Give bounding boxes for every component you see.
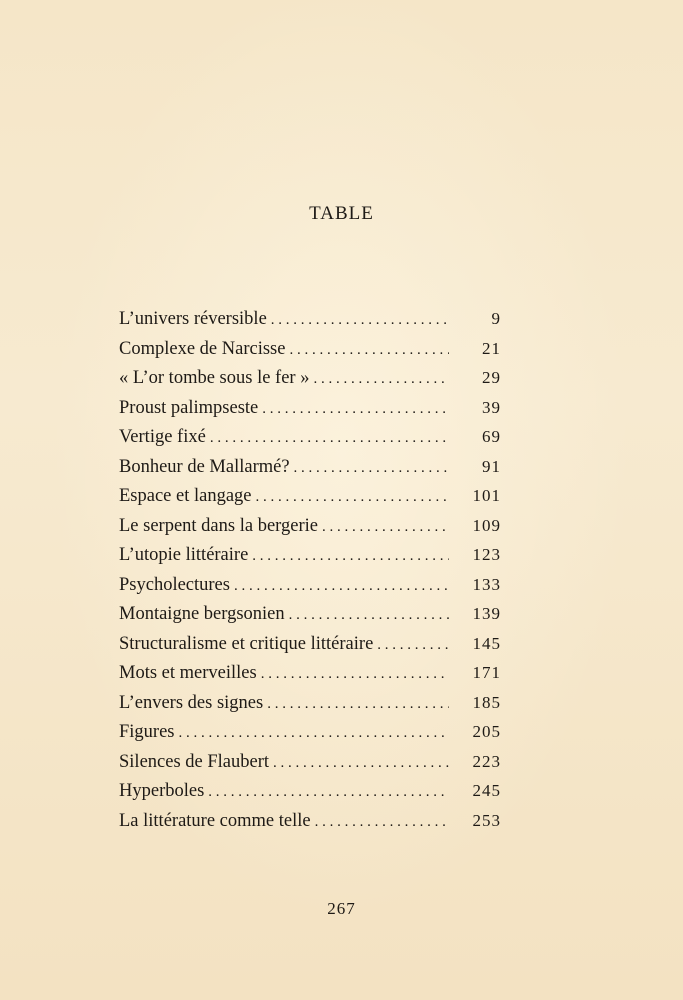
toc-entry-page: 145 [472,633,501,653]
leader-dots [289,342,449,359]
toc-entry-title: Bonheur de Mallarmé? [119,456,290,477]
leader-dots [271,312,449,329]
toc-entry-title: La littérature comme telle [119,810,311,831]
toc-entry [119,663,501,693]
toc-entry [119,516,501,546]
toc-entry-page: 185 [472,692,501,712]
toc-entry-title: Silences de Flaubert [119,751,270,772]
toc-entry-page: 139 [472,604,501,623]
toc-entry-title: « L’or tombe sous le fer » [119,368,310,388]
leader-dots [322,519,449,536]
toc-entry [119,752,501,782]
toc-entry-title: Mots et merveilles [119,663,257,683]
leader-dots [313,371,449,388]
toc-entry-page: 171 [472,663,501,682]
toc-entry-page: 109 [472,515,501,535]
leader-dots [377,637,449,654]
toc-entry-page: 9 [491,309,501,328]
leader-dots [261,666,449,683]
toc-entry [119,427,501,457]
toc-entry-title: Vertige fixé [119,427,206,447]
leader-dots [262,401,449,418]
toc-entry [119,486,501,516]
toc-entry-page: 205 [472,722,501,741]
toc-entry [119,368,501,398]
leader-dots [256,489,449,506]
toc-entry [119,339,501,369]
leader-dots [267,696,449,713]
toc-entry [119,545,501,575]
leader-dots [234,578,449,595]
toc-entry-title: Psycholectures [119,574,230,595]
leader-dots [210,430,449,447]
toc-entry-page: 253 [472,810,501,830]
page-title: TABLE [309,203,374,224]
toc-entry-page: 123 [472,545,501,564]
toc-entry-title: L’envers des signes [119,692,264,713]
toc-entry-title: Proust palimpseste [119,397,259,418]
table-of-contents [119,309,501,840]
leader-dots [208,784,449,801]
toc-entry-title: Espace et langage [119,486,252,506]
toc-entry-page: 133 [472,574,501,594]
toc-entry-title: Complexe de Narcisse [119,338,286,359]
toc-entry [119,309,501,339]
leader-dots [252,548,449,565]
toc-entry [119,634,501,664]
toc-entry [119,457,501,487]
leader-dots [294,460,449,477]
toc-entry-title: Le serpent dans la bergerie [119,515,318,536]
toc-entry-page: 245 [472,781,501,800]
toc-entry-title: Montaigne bergsonien [119,604,285,624]
toc-entry-page: 223 [472,751,501,771]
toc-entry-page: 21 [482,338,501,358]
toc-entry-title: Figures [119,722,175,742]
toc-entry-title: L’utopie littéraire [119,545,249,565]
toc-entry-page: 91 [482,456,501,476]
leader-dots [273,755,449,772]
leader-dots [179,725,450,742]
page-number: 267 [327,899,356,918]
toc-entry [119,722,501,752]
leader-dots [315,814,449,831]
toc-entry-title: Hyperboles [119,781,205,801]
toc-entry [119,398,501,428]
toc-entry [119,604,501,634]
toc-entry-page: 101 [472,486,501,505]
toc-entry-title: L’univers réversible [119,309,267,329]
toc-entry [119,811,501,841]
toc-entry-page: 29 [482,368,501,387]
toc-entry-page: 39 [482,397,501,417]
leader-dots [289,607,449,624]
toc-entry [119,781,501,811]
toc-entry [119,693,501,723]
toc-entry [119,575,501,605]
toc-entry-title: Structuralisme et critique littéraire [119,633,374,654]
toc-entry-page: 69 [482,427,501,446]
